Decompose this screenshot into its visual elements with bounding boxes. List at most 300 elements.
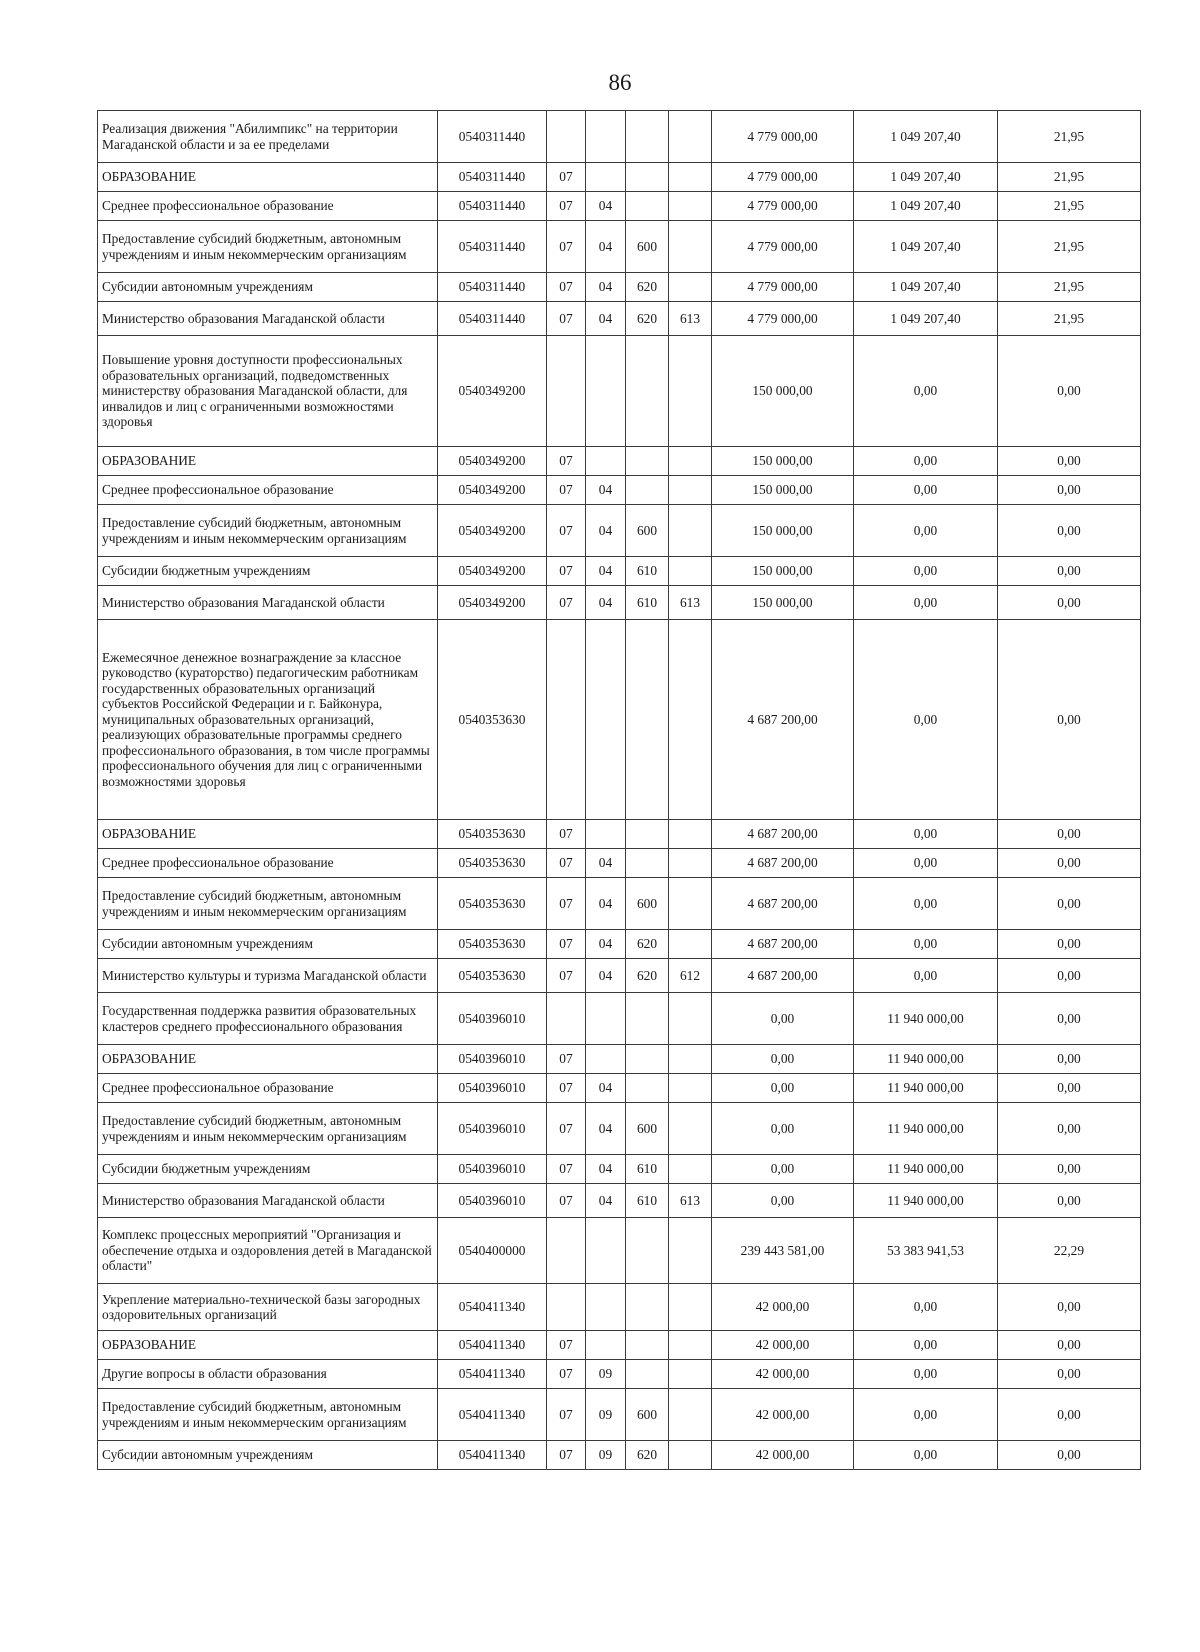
table-row [98,620,1141,820]
execution-percent-cell: 0,00 [998,1284,1141,1331]
table-row [98,476,1141,505]
execution-percent-cell: 0,00 [998,1103,1141,1155]
table-row [98,959,1141,993]
row-name-cell: Министерство образования Магаданской области [98,586,438,620]
expense-type-code-cell: 620 [626,1441,669,1470]
section-code-cell [547,1218,586,1284]
administrator-code-cell [669,849,712,878]
section-code-cell: 07 [547,1074,586,1103]
budget-code-cell: 0540311440 [438,302,547,336]
executed-amount-cell: 0,00 [854,1331,998,1360]
executed-amount-cell: 53 383 941,53 [854,1218,998,1284]
administrator-code-cell [669,930,712,959]
execution-percent-cell: 21,95 [998,302,1141,336]
administrator-code-cell [669,1284,712,1331]
section-code-cell [547,620,586,820]
budget-code-cell: 0540311440 [438,221,547,273]
execution-percent-cell: 0,00 [998,1074,1141,1103]
table-row [98,302,1141,336]
planned-amount-cell: 4 779 000,00 [712,221,854,273]
administrator-code-cell [669,1218,712,1284]
subsection-code-cell: 04 [586,476,626,505]
section-code-cell: 07 [547,930,586,959]
row-name-cell: Среднее профессиональное образование [98,476,438,505]
row-name-cell: Министерство образования Магаданской области [98,1184,438,1218]
section-code-cell: 07 [547,820,586,849]
subsection-code-cell: 04 [586,959,626,993]
budget-code-cell: 0540349200 [438,447,547,476]
executed-amount-cell: 0,00 [854,620,998,820]
administrator-code-cell: 612 [669,959,712,993]
row-name-cell: Субсидии автономным учреждениям [98,930,438,959]
budget-code-cell: 0540353630 [438,959,547,993]
subsection-code-cell: 04 [586,1184,626,1218]
row-name-cell: Предоставление субсидий бюджетным, автономным учреждениям и иным некоммерческим организациям [98,878,438,930]
row-name-cell: Министерство образования Магаданской области [98,302,438,336]
administrator-code-cell [669,221,712,273]
table-row [98,1284,1141,1331]
administrator-code-cell: 613 [669,302,712,336]
planned-amount-cell: 4 687 200,00 [712,930,854,959]
expense-type-code-cell: 600 [626,221,669,273]
subsection-code-cell: 04 [586,192,626,221]
execution-percent-cell: 0,00 [998,1441,1141,1470]
expense-type-code-cell: 600 [626,505,669,557]
subsection-code-cell [586,993,626,1045]
planned-amount-cell: 4 687 200,00 [712,959,854,993]
row-name-cell: Предоставление субсидий бюджетным, автономным учреждениям и иным некоммерческим организациям [98,1103,438,1155]
budget-code-cell: 0540396010 [438,1184,547,1218]
budget-code-cell: 0540353630 [438,620,547,820]
executed-amount-cell: 0,00 [854,930,998,959]
execution-percent-cell: 0,00 [998,1331,1141,1360]
planned-amount-cell: 0,00 [712,1074,854,1103]
row-name-cell: Субсидии автономным учреждениям [98,273,438,302]
section-code-cell: 07 [547,163,586,192]
section-code-cell: 07 [547,1441,586,1470]
budget-code-cell: 0540349200 [438,505,547,557]
expense-type-code-cell [626,1331,669,1360]
subsection-code-cell: 04 [586,557,626,586]
administrator-code-cell [669,878,712,930]
planned-amount-cell: 4 687 200,00 [712,849,854,878]
table-row [98,1155,1141,1184]
row-name-cell: Предоставление субсидий бюджетным, автономным учреждениям и иным некоммерческим организациям [98,221,438,273]
table-row [98,586,1141,620]
administrator-code-cell [669,620,712,820]
budget-code-cell: 0540349200 [438,336,547,447]
subsection-code-cell: 04 [586,273,626,302]
planned-amount-cell: 4 779 000,00 [712,302,854,336]
planned-amount-cell: 4 687 200,00 [712,820,854,849]
execution-percent-cell: 0,00 [998,476,1141,505]
budget-code-cell: 0540411340 [438,1284,547,1331]
execution-percent-cell: 21,95 [998,192,1141,221]
table-row [98,930,1141,959]
table-row [98,221,1141,273]
planned-amount-cell: 4 779 000,00 [712,163,854,192]
execution-percent-cell: 0,00 [998,1360,1141,1389]
administrator-code-cell [669,336,712,447]
subsection-code-cell [586,1045,626,1074]
planned-amount-cell: 239 443 581,00 [712,1218,854,1284]
table-body [98,111,1141,1470]
subsection-code-cell [586,620,626,820]
executed-amount-cell: 11 940 000,00 [854,1155,998,1184]
subsection-code-cell [586,820,626,849]
budget-code-cell: 0540353630 [438,820,547,849]
expense-type-code-cell [626,993,669,1045]
section-code-cell: 07 [547,447,586,476]
executed-amount-cell: 1 049 207,40 [854,192,998,221]
row-name-cell: Субсидии бюджетным учреждениям [98,1155,438,1184]
section-code-cell [547,993,586,1045]
executed-amount-cell: 0,00 [854,1441,998,1470]
table-row [98,820,1141,849]
execution-percent-cell: 21,95 [998,273,1141,302]
section-code-cell: 07 [547,302,586,336]
execution-percent-cell: 0,00 [998,586,1141,620]
row-name-cell: ОБРАЗОВАНИЕ [98,820,438,849]
subsection-code-cell: 04 [586,930,626,959]
administrator-code-cell [669,820,712,849]
expense-type-code-cell [626,336,669,447]
section-code-cell [547,1284,586,1331]
executed-amount-cell: 1 049 207,40 [854,111,998,163]
expense-type-code-cell [626,192,669,221]
executed-amount-cell: 0,00 [854,1360,998,1389]
planned-amount-cell: 0,00 [712,1155,854,1184]
execution-percent-cell: 21,95 [998,111,1141,163]
expense-type-code-cell: 610 [626,586,669,620]
table-row [98,163,1141,192]
section-code-cell: 07 [547,849,586,878]
execution-percent-cell: 0,00 [998,930,1141,959]
planned-amount-cell: 0,00 [712,1045,854,1074]
administrator-code-cell [669,505,712,557]
table-row [98,273,1141,302]
row-name-cell: Среднее профессиональное образование [98,849,438,878]
subsection-code-cell: 04 [586,1155,626,1184]
expense-type-code-cell: 610 [626,1155,669,1184]
execution-percent-cell: 0,00 [998,820,1141,849]
budget-code-cell: 0540411340 [438,1441,547,1470]
budget-code-cell: 0540411340 [438,1331,547,1360]
row-name-cell: Укрепление материально-технической базы загородных оздоровительных организаций [98,1284,438,1331]
table-row [98,111,1141,163]
expense-type-code-cell: 620 [626,930,669,959]
table-row [98,192,1141,221]
planned-amount-cell: 150 000,00 [712,505,854,557]
table-row [98,878,1141,930]
planned-amount-cell: 0,00 [712,1184,854,1218]
table-row [98,1074,1141,1103]
executed-amount-cell: 0,00 [854,447,998,476]
expense-type-code-cell: 610 [626,1184,669,1218]
budget-code-cell: 0540396010 [438,1045,547,1074]
row-name-cell: ОБРАЗОВАНИЕ [98,1045,438,1074]
planned-amount-cell: 4 687 200,00 [712,620,854,820]
budget-code-cell: 0540349200 [438,586,547,620]
subsection-code-cell: 04 [586,878,626,930]
row-name-cell: Министерство культуры и туризма Магаданской области [98,959,438,993]
row-name-cell: Предоставление субсидий бюджетным, автономным учреждениям и иным некоммерческим организациям [98,1389,438,1441]
expense-type-code-cell [626,163,669,192]
row-name-cell: Ежемесячное денежное вознаграждение за классное руководство (кураторство) педагогическим работникам государственных образовательных организаций субъектов Российской Федерации и г. Байконура, муниципальных образовательных организаций, реализующих образовательные программы среднего профессионального образования, в том числе программы профессионального обучения для лиц с ограниченными возможностями здоровья [98,620,438,820]
execution-percent-cell: 0,00 [998,557,1141,586]
budget-code-cell: 0540353630 [438,849,547,878]
section-code-cell: 07 [547,878,586,930]
execution-percent-cell: 0,00 [998,849,1141,878]
planned-amount-cell: 42 000,00 [712,1360,854,1389]
table-row [98,557,1141,586]
planned-amount-cell: 0,00 [712,1103,854,1155]
expense-type-code-cell [626,620,669,820]
subsection-code-cell [586,1331,626,1360]
expense-type-code-cell: 620 [626,959,669,993]
row-name-cell: Среднее профессиональное образование [98,1074,438,1103]
budget-code-cell: 0540396010 [438,1103,547,1155]
section-code-cell: 07 [547,273,586,302]
section-code-cell: 07 [547,1045,586,1074]
executed-amount-cell: 0,00 [854,1389,998,1441]
subsection-code-cell: 04 [586,302,626,336]
expense-type-code-cell [626,111,669,163]
table-row [98,1441,1141,1470]
table-row [98,1184,1141,1218]
expense-type-code-cell [626,1074,669,1103]
budget-code-cell: 0540353630 [438,930,547,959]
execution-percent-cell: 21,95 [998,221,1141,273]
executed-amount-cell: 1 049 207,40 [854,221,998,273]
subsection-code-cell [586,1218,626,1284]
executed-amount-cell: 0,00 [854,336,998,447]
row-name-cell: Предоставление субсидий бюджетным, автономным учреждениям и иным некоммерческим организациям [98,505,438,557]
administrator-code-cell: 613 [669,586,712,620]
expense-type-code-cell [626,1045,669,1074]
executed-amount-cell: 1 049 207,40 [854,302,998,336]
table-row [98,1389,1141,1441]
expense-type-code-cell [626,820,669,849]
executed-amount-cell: 11 940 000,00 [854,1074,998,1103]
planned-amount-cell: 150 000,00 [712,586,854,620]
executed-amount-cell: 0,00 [854,1284,998,1331]
subsection-code-cell: 04 [586,1103,626,1155]
table-row [98,993,1141,1045]
row-name-cell: Субсидии бюджетным учреждениям [98,557,438,586]
budget-table [97,110,1141,1470]
budget-code-cell: 0540311440 [438,163,547,192]
expense-type-code-cell: 600 [626,1389,669,1441]
execution-percent-cell: 0,00 [998,993,1141,1045]
planned-amount-cell: 150 000,00 [712,476,854,505]
expense-type-code-cell [626,1218,669,1284]
row-name-cell: ОБРАЗОВАНИЕ [98,163,438,192]
subsection-code-cell: 09 [586,1389,626,1441]
executed-amount-cell: 0,00 [854,820,998,849]
expense-type-code-cell: 620 [626,273,669,302]
subsection-code-cell: 04 [586,505,626,557]
expense-type-code-cell [626,476,669,505]
budget-code-cell: 0540400000 [438,1218,547,1284]
row-name-cell: Реализация движения "Абилимпикс" на территории Магаданской области и за ее пределами [98,111,438,163]
row-name-cell: Среднее профессиональное образование [98,192,438,221]
expense-type-code-cell: 600 [626,878,669,930]
subsection-code-cell: 04 [586,586,626,620]
execution-percent-cell: 0,00 [998,1045,1141,1074]
budget-code-cell: 0540311440 [438,273,547,302]
expense-type-code-cell: 610 [626,557,669,586]
section-code-cell: 07 [547,1184,586,1218]
planned-amount-cell: 42 000,00 [712,1331,854,1360]
administrator-code-cell: 613 [669,1184,712,1218]
administrator-code-cell [669,1331,712,1360]
planned-amount-cell: 4 779 000,00 [712,192,854,221]
table-row [98,447,1141,476]
administrator-code-cell [669,1045,712,1074]
execution-percent-cell: 21,95 [998,163,1141,192]
row-name-cell: Комплекс процессных мероприятий "Организация и обеспечение отдыха и оздоровления детей в Магаданской области" [98,1218,438,1284]
subsection-code-cell: 09 [586,1360,626,1389]
executed-amount-cell: 0,00 [854,849,998,878]
table-row [98,336,1141,447]
budget-code-cell: 0540396010 [438,1074,547,1103]
administrator-code-cell [669,1389,712,1441]
administrator-code-cell [669,993,712,1045]
subsection-code-cell [586,447,626,476]
executed-amount-cell: 0,00 [854,557,998,586]
section-code-cell: 07 [547,1389,586,1441]
planned-amount-cell: 150 000,00 [712,336,854,447]
budget-code-cell: 0540411340 [438,1360,547,1389]
executed-amount-cell: 0,00 [854,959,998,993]
expense-type-code-cell: 600 [626,1103,669,1155]
executed-amount-cell: 0,00 [854,586,998,620]
execution-percent-cell: 0,00 [998,878,1141,930]
section-code-cell: 07 [547,505,586,557]
subsection-code-cell [586,1284,626,1331]
budget-code-cell: 0540396010 [438,993,547,1045]
planned-amount-cell: 4 779 000,00 [712,111,854,163]
row-name-cell: Субсидии автономным учреждениям [98,1441,438,1470]
budget-code-cell: 0540311440 [438,111,547,163]
subsection-code-cell [586,111,626,163]
expense-type-code-cell [626,1360,669,1389]
administrator-code-cell [669,1360,712,1389]
expense-type-code-cell [626,849,669,878]
budget-code-cell: 0540411340 [438,1389,547,1441]
administrator-code-cell [669,476,712,505]
administrator-code-cell [669,1441,712,1470]
executed-amount-cell: 1 049 207,40 [854,163,998,192]
subsection-code-cell: 04 [586,849,626,878]
executed-amount-cell: 0,00 [854,505,998,557]
execution-percent-cell: 0,00 [998,1184,1141,1218]
planned-amount-cell: 0,00 [712,993,854,1045]
execution-percent-cell: 0,00 [998,959,1141,993]
execution-percent-cell: 0,00 [998,505,1141,557]
planned-amount-cell: 42 000,00 [712,1389,854,1441]
executed-amount-cell: 0,00 [854,476,998,505]
table-row [98,1331,1141,1360]
expense-type-code-cell: 620 [626,302,669,336]
table-row [98,1045,1141,1074]
planned-amount-cell: 4 687 200,00 [712,878,854,930]
section-code-cell [547,336,586,447]
execution-percent-cell: 22,29 [998,1218,1141,1284]
section-code-cell: 07 [547,192,586,221]
row-name-cell: Другие вопросы в области образования [98,1360,438,1389]
execution-percent-cell: 0,00 [998,447,1141,476]
section-code-cell: 07 [547,476,586,505]
administrator-code-cell [669,1074,712,1103]
executed-amount-cell: 0,00 [854,878,998,930]
administrator-code-cell [669,557,712,586]
table-row [98,1360,1141,1389]
row-name-cell: Государственная поддержка развития образовательных кластеров среднего профессионального образования [98,993,438,1045]
section-code-cell: 07 [547,1155,586,1184]
section-code-cell: 07 [547,586,586,620]
table-row [98,1218,1141,1284]
subsection-code-cell: 09 [586,1441,626,1470]
section-code-cell: 07 [547,1331,586,1360]
row-name-cell: Повышение уровня доступности профессиональных образовательных организаций, подведомственных министерству образования Магаданской области, для инвалидов и лиц с ограниченными возможностями здоровья [98,336,438,447]
row-name-cell: ОБРАЗОВАНИЕ [98,1331,438,1360]
planned-amount-cell: 42 000,00 [712,1441,854,1470]
executed-amount-cell: 11 940 000,00 [854,1184,998,1218]
table-row [98,1103,1141,1155]
expense-type-code-cell [626,447,669,476]
administrator-code-cell [669,192,712,221]
execution-percent-cell: 0,00 [998,1389,1141,1441]
section-code-cell: 07 [547,221,586,273]
planned-amount-cell: 150 000,00 [712,557,854,586]
administrator-code-cell [669,163,712,192]
table-row [98,505,1141,557]
planned-amount-cell: 42 000,00 [712,1284,854,1331]
administrator-code-cell [669,447,712,476]
administrator-code-cell [669,1155,712,1184]
subsection-code-cell [586,336,626,447]
execution-percent-cell: 0,00 [998,336,1141,447]
executed-amount-cell: 11 940 000,00 [854,1103,998,1155]
subsection-code-cell: 04 [586,221,626,273]
row-name-cell: ОБРАЗОВАНИЕ [98,447,438,476]
planned-amount-cell: 150 000,00 [712,447,854,476]
executed-amount-cell: 11 940 000,00 [854,993,998,1045]
administrator-code-cell [669,1103,712,1155]
budget-code-cell: 0540349200 [438,557,547,586]
section-code-cell: 07 [547,557,586,586]
budget-code-cell: 0540349200 [438,476,547,505]
section-code-cell: 07 [547,1360,586,1389]
executed-amount-cell: 11 940 000,00 [854,1045,998,1074]
section-code-cell: 07 [547,959,586,993]
planned-amount-cell: 4 779 000,00 [712,273,854,302]
execution-percent-cell: 0,00 [998,1155,1141,1184]
page-number: 86 [608,70,632,95]
section-code-cell [547,111,586,163]
table-row [98,849,1141,878]
executed-amount-cell: 1 049 207,40 [854,273,998,302]
section-code-cell: 07 [547,1103,586,1155]
administrator-code-cell [669,273,712,302]
budget-code-cell: 0540353630 [438,878,547,930]
subsection-code-cell: 04 [586,1074,626,1103]
execution-percent-cell: 0,00 [998,620,1141,820]
subsection-code-cell [586,163,626,192]
budget-code-cell: 0540311440 [438,192,547,221]
